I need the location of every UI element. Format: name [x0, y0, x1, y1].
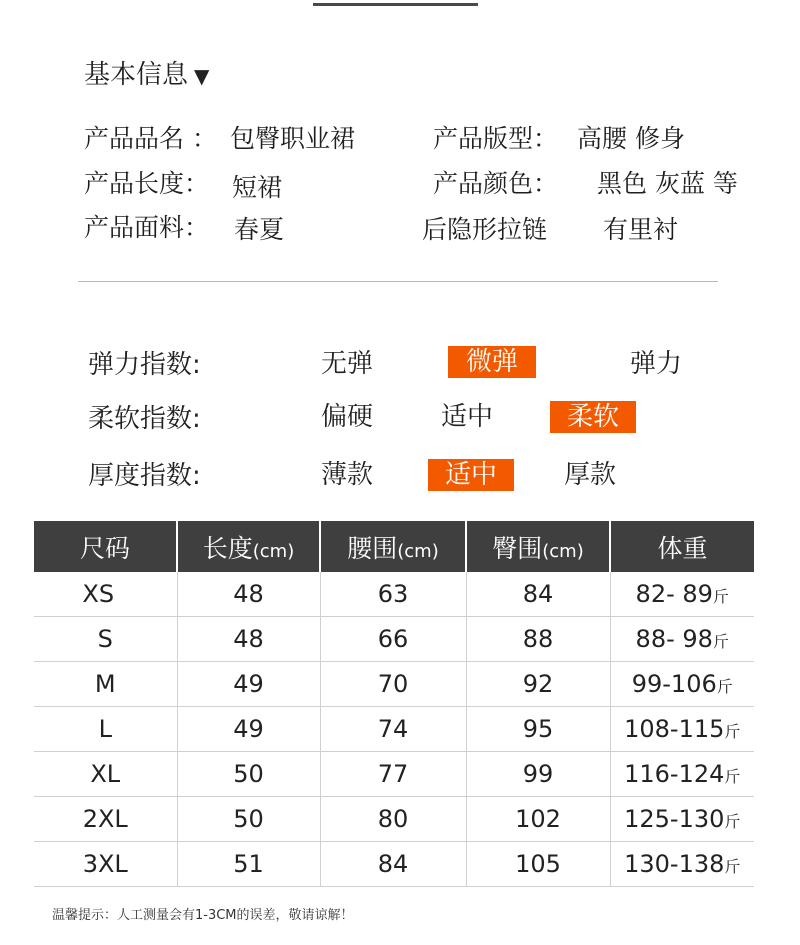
elasticity-option-slight-selected: 微弹 [448, 346, 536, 378]
thickness-option-thick: 厚款 [564, 460, 617, 490]
size-chart-table [34, 521, 754, 887]
info-label-fit: 产品版型： [433, 124, 559, 153]
header-size: 尺码 [34, 521, 177, 572]
info-value-fit: 高腰 修身 [577, 124, 685, 153]
cell-size: XL [34, 752, 177, 797]
info-value-fabric: 春夏 [234, 215, 285, 244]
cell-hip: 102 [466, 797, 610, 842]
cell-hip: 99 [466, 752, 610, 797]
cell-length: 48 [177, 617, 320, 662]
thickness-option-medium-selected: 适中 [428, 459, 514, 491]
header-weight: 体重 [610, 521, 754, 572]
cell-weight: 82- 89斤 [610, 572, 754, 617]
cell-size: 2XL [34, 797, 177, 842]
size-chart-header-row [34, 521, 754, 572]
cell-length: 48 [177, 572, 320, 617]
cell-waist: 74 [320, 707, 466, 752]
info-label-length: 产品长度： [84, 169, 210, 198]
header-hip: 臀围(cm) [466, 521, 610, 572]
elasticity-option-none: 无弹 [321, 349, 374, 379]
cell-hip: 105 [466, 842, 610, 887]
top-divider-bar [313, 3, 478, 6]
cell-waist: 84 [320, 842, 466, 887]
cell-weight: 130-138斤 [610, 842, 754, 887]
info-label-color: 产品颜色： [433, 169, 559, 198]
softness-option-medium: 适中 [441, 402, 494, 432]
section-divider [78, 281, 718, 282]
table-row [34, 617, 754, 662]
table-row [34, 842, 754, 887]
measurement-note: 温馨提示：人工测量会有1-3CM的误差，敬请谅解！ [52, 908, 354, 923]
info-value-length: 短裙 [232, 173, 283, 202]
table-row [34, 572, 754, 617]
cell-hip: 92 [466, 662, 610, 707]
header-waist: 腰围(cm) [320, 521, 466, 572]
basic-info-title-text: 基本信息 [84, 60, 189, 90]
basic-info-title [84, 54, 209, 91]
table-row [34, 752, 754, 797]
cell-weight: 116-124斤 [610, 752, 754, 797]
table-row [34, 797, 754, 842]
thickness-option-thin: 薄款 [321, 460, 374, 490]
softness-label: 柔软指数: [88, 404, 201, 434]
elasticity-label: 弹力指数: [88, 350, 201, 380]
cell-length: 49 [177, 662, 320, 707]
cell-weight: 99-106斤 [610, 662, 754, 707]
cell-size: L [34, 707, 177, 752]
info-value-color: 黑色 灰蓝 等 [597, 169, 738, 198]
info-label-fabric: 产品面料： [84, 213, 210, 242]
elasticity-option-elastic: 弹力 [630, 349, 683, 379]
cell-size: S [34, 617, 177, 662]
cell-waist: 63 [320, 572, 466, 617]
softness-option-stiff: 偏硬 [321, 402, 374, 432]
table-row [34, 707, 754, 752]
cell-hip: 95 [466, 707, 610, 752]
cell-waist: 70 [320, 662, 466, 707]
cell-length: 51 [177, 842, 320, 887]
info-value-name: 包臀职业裙 [230, 124, 356, 153]
cell-size: M [34, 662, 177, 707]
info-zipper: 后隐形拉链 [422, 215, 548, 244]
table-row [34, 662, 754, 707]
header-length: 长度(cm) [177, 521, 320, 572]
cell-hip: 88 [466, 617, 610, 662]
cell-waist: 66 [320, 617, 466, 662]
cell-waist: 77 [320, 752, 466, 797]
cell-waist: 80 [320, 797, 466, 842]
triangle-down-icon: ▼ [194, 64, 210, 88]
thickness-label: 厚度指数: [88, 461, 201, 491]
cell-weight: 88- 98斤 [610, 617, 754, 662]
softness-option-soft-selected: 柔软 [550, 401, 636, 433]
cell-length: 50 [177, 797, 320, 842]
cell-hip: 84 [466, 572, 610, 617]
cell-weight: 125-130斤 [610, 797, 754, 842]
cell-weight: 108-115斤 [610, 707, 754, 752]
info-lining: 有里衬 [603, 215, 679, 244]
cell-size: 3XL [34, 842, 177, 887]
cell-length: 50 [177, 752, 320, 797]
cell-size: XS [34, 572, 177, 617]
info-label-name: 产品品名 ： [84, 124, 217, 153]
cell-length: 49 [177, 707, 320, 752]
